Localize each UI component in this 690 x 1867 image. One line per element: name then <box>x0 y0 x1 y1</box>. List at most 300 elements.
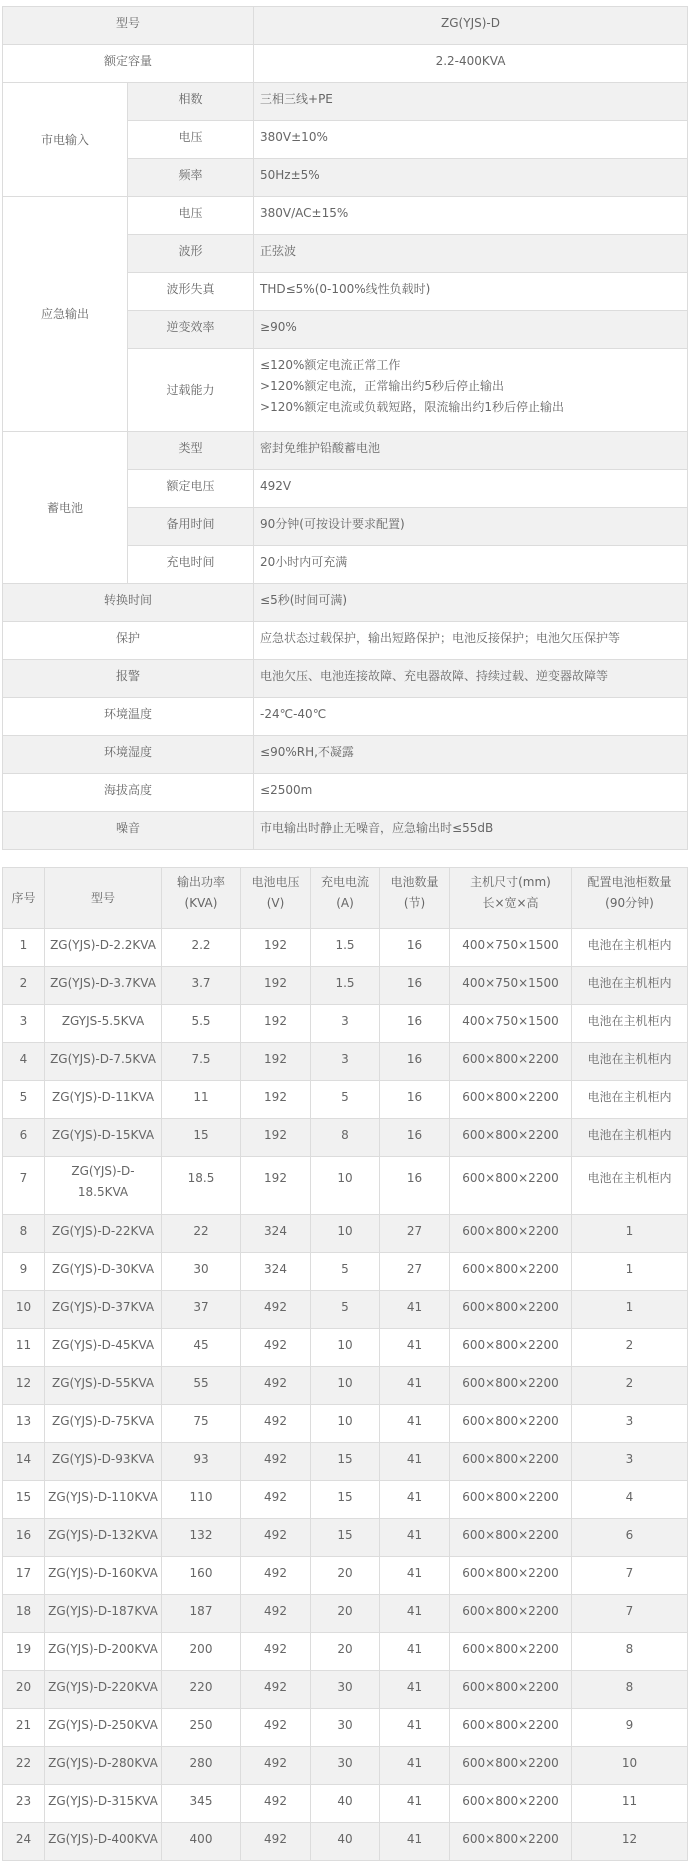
spec-row-capacity <box>3 45 688 83</box>
table-cell: 4 <box>572 1481 688 1519</box>
table-cell: 160 <box>162 1557 241 1595</box>
spec-value: 20小时内可充满 <box>254 546 688 584</box>
table-cell: ZG(YJS)-D-55KVA <box>45 1367 162 1405</box>
spec-value: 2.2-400KVA <box>254 45 688 83</box>
table-cell: 2.2 <box>162 929 241 967</box>
table-cell: 41 <box>380 1481 450 1519</box>
spec-label: 波形 <box>128 235 254 273</box>
table-cell: ZG(YJS)-D-315KVA <box>45 1785 162 1823</box>
table-row <box>3 1291 688 1329</box>
table-cell: 6 <box>572 1519 688 1557</box>
table-cell: ZG(YJS)-D-110KVA <box>45 1481 162 1519</box>
table-cell: 492 <box>241 1823 311 1861</box>
table-cell: 电池在主机柜内 <box>572 1043 688 1081</box>
spec-row <box>3 197 688 235</box>
table-row <box>3 1481 688 1519</box>
table-cell: 41 <box>380 1405 450 1443</box>
overload-line: >120%额定电流或负载短路，限流输出约1秒后停止输出 <box>260 400 565 414</box>
table-cell: 45 <box>162 1329 241 1367</box>
table-cell: 18 <box>3 1595 45 1633</box>
table-cell: 132 <box>162 1519 241 1557</box>
table-cell: 492 <box>241 1709 311 1747</box>
table-cell: 1 <box>572 1215 688 1253</box>
table-cell: 600×800×2200 <box>450 1709 572 1747</box>
table-cell: 192 <box>241 1005 311 1043</box>
column-header <box>380 868 450 929</box>
spec-value: 密封免维护铅酸蓄电池 <box>254 432 688 470</box>
table-cell: 16 <box>380 1157 450 1215</box>
table-cell: ZG(YJS)-D-93KVA <box>45 1443 162 1481</box>
column-header <box>3 868 45 929</box>
spec-label: 型号 <box>3 7 254 45</box>
table-row <box>3 1081 688 1119</box>
table-cell: 40 <box>311 1823 380 1861</box>
table-cell: ZG(YJS)-D-2.2KVA <box>45 929 162 967</box>
overload-line: ≤120%额定电流正常工作 <box>260 358 401 372</box>
table-cell: 23 <box>3 1785 45 1823</box>
spec-row <box>3 584 688 622</box>
table-cell: 7 <box>572 1595 688 1633</box>
spec-value: ZG(YJS)-D <box>254 7 688 45</box>
spec-label: 波形失真 <box>128 273 254 311</box>
spec-label: 噪音 <box>3 812 254 850</box>
table-cell: ZG(YJS)-D-3.7KVA <box>45 967 162 1005</box>
table-cell: 5.5 <box>162 1005 241 1043</box>
spec-row-model <box>3 7 688 45</box>
table-cell: 10 <box>311 1367 380 1405</box>
spec-value: 市电输出时静止无噪音，应急输出时≤55dB <box>254 812 688 850</box>
spec-value: 492V <box>254 470 688 508</box>
table-cell: 41 <box>380 1671 450 1709</box>
spec-row <box>3 622 688 660</box>
table-cell: 10 <box>311 1215 380 1253</box>
table-row <box>3 1595 688 1633</box>
table-cell: 600×800×2200 <box>450 1671 572 1709</box>
table-cell: 3 <box>311 1005 380 1043</box>
table-cell: 492 <box>241 1329 311 1367</box>
table-cell: ZG(YJS)-D-280KVA <box>45 1747 162 1785</box>
table-cell: 30 <box>311 1747 380 1785</box>
table-cell: 12 <box>3 1367 45 1405</box>
table-cell: 600×800×2200 <box>450 1253 572 1291</box>
spec-value: 90分钟(可按设计要求配置) <box>254 508 688 546</box>
spec-value: 50Hz±5% <box>254 159 688 197</box>
table-cell: 250 <box>162 1709 241 1747</box>
column-header <box>45 868 162 929</box>
table-cell: 1.5 <box>311 929 380 967</box>
column-header-line: (节) <box>403 896 426 910</box>
table-cell: 41 <box>380 1519 450 1557</box>
table-cell: 7 <box>3 1157 45 1215</box>
spec-label: 报警 <box>3 660 254 698</box>
table-cell: 24 <box>3 1823 45 1861</box>
table-cell: 7.5 <box>162 1043 241 1081</box>
table-cell: 492 <box>241 1405 311 1443</box>
spec-label: 保护 <box>3 622 254 660</box>
table-cell: 电池在主机柜内 <box>572 929 688 967</box>
table-cell: 41 <box>380 1329 450 1367</box>
table-cell: 16 <box>380 967 450 1005</box>
table-cell: 20 <box>3 1671 45 1709</box>
table-cell: 192 <box>241 1119 311 1157</box>
spec-label: 环境湿度 <box>3 736 254 774</box>
table-cell: 1 <box>572 1253 688 1291</box>
table-cell: 55 <box>162 1367 241 1405</box>
table-cell: 492 <box>241 1367 311 1405</box>
table-cell: 7 <box>572 1557 688 1595</box>
table-cell: 41 <box>380 1785 450 1823</box>
table-cell: 8 <box>3 1215 45 1253</box>
table-cell: ZG(YJS)-D-30KVA <box>45 1253 162 1291</box>
group-label-battery: 蓄电池 <box>3 432 128 584</box>
table-cell: 15 <box>311 1519 380 1557</box>
table-cell: 8 <box>572 1633 688 1671</box>
table-cell: ZG(YJS)-D-187KVA <box>45 1595 162 1633</box>
table-cell: 37 <box>162 1291 241 1329</box>
table-row <box>3 1367 688 1405</box>
table-cell: 3 <box>572 1443 688 1481</box>
table-cell: 15 <box>3 1481 45 1519</box>
table-cell: 14 <box>3 1443 45 1481</box>
table-cell: 110 <box>162 1481 241 1519</box>
table-cell: 5 <box>311 1253 380 1291</box>
table-cell: 41 <box>380 1709 450 1747</box>
column-header-line: (90分钟) <box>605 896 654 910</box>
table-cell: 11 <box>3 1329 45 1367</box>
table-cell: 10 <box>3 1291 45 1329</box>
table-cell: 16 <box>380 1043 450 1081</box>
column-header <box>162 868 241 929</box>
table-cell: 75 <box>162 1405 241 1443</box>
spec-value-overload <box>254 349 688 432</box>
column-header-line: (V) <box>266 896 285 910</box>
table-row <box>3 1671 688 1709</box>
table-cell: 192 <box>241 1043 311 1081</box>
table-cell: 492 <box>241 1443 311 1481</box>
column-header <box>572 868 688 929</box>
table-cell: 20 <box>311 1595 380 1633</box>
table-cell: 192 <box>241 929 311 967</box>
table-cell: ZG(YJS)-D-400KVA <box>45 1823 162 1861</box>
spec-row <box>3 812 688 850</box>
table-cell: 20 <box>311 1633 380 1671</box>
table-cell: 600×800×2200 <box>450 1215 572 1253</box>
table-cell: 41 <box>380 1595 450 1633</box>
table-cell: 600×800×2200 <box>450 1043 572 1081</box>
table-cell: 10 <box>572 1747 688 1785</box>
table-cell: 192 <box>241 967 311 1005</box>
column-header <box>241 868 311 929</box>
table-cell: 187 <box>162 1595 241 1633</box>
table-cell: 16 <box>380 1119 450 1157</box>
table-cell: 9 <box>3 1253 45 1291</box>
table-cell: 492 <box>241 1671 311 1709</box>
spec-value: ≥90% <box>254 311 688 349</box>
table-cell: 1 <box>3 929 45 967</box>
table-cell: 27 <box>380 1215 450 1253</box>
spec-value: 三相三线+PE <box>254 83 688 121</box>
table-cell: 22 <box>162 1215 241 1253</box>
table-cell: 41 <box>380 1291 450 1329</box>
spec-value: ≤5秒(时间可满) <box>254 584 688 622</box>
table-cell: 600×800×2200 <box>450 1443 572 1481</box>
table-cell: 10 <box>311 1329 380 1367</box>
table-cell: 600×800×2200 <box>450 1519 572 1557</box>
table-cell: 30 <box>162 1253 241 1291</box>
spec-value: 380V/AC±15% <box>254 197 688 235</box>
table-cell: 492 <box>241 1481 311 1519</box>
table-cell: 192 <box>241 1157 311 1215</box>
table-row <box>3 1405 688 1443</box>
table-cell: 20 <box>311 1557 380 1595</box>
table-row <box>3 1443 688 1481</box>
table-row <box>3 1557 688 1595</box>
table-cell: 492 <box>241 1595 311 1633</box>
spec-value: THD≤5%(0-100%线性负载时) <box>254 273 688 311</box>
table-cell: ZG(YJS)-D-200KVA <box>45 1633 162 1671</box>
table-cell: 400×750×1500 <box>450 967 572 1005</box>
table-cell: 19 <box>3 1633 45 1671</box>
column-header <box>311 868 380 929</box>
table-cell: 600×800×2200 <box>450 1119 572 1157</box>
table-cell: 30 <box>311 1709 380 1747</box>
spec-value: ≤2500m <box>254 774 688 812</box>
table-cell: 600×800×2200 <box>450 1329 572 1367</box>
table-cell: 3 <box>572 1405 688 1443</box>
table-row <box>3 1785 688 1823</box>
spec-table <box>2 6 688 850</box>
group-label-emergency-output: 应急输出 <box>3 197 128 432</box>
table-cell: 2 <box>3 967 45 1005</box>
table-cell: 11 <box>572 1785 688 1823</box>
table-cell: 600×800×2200 <box>450 1595 572 1633</box>
table-cell: 93 <box>162 1443 241 1481</box>
table-cell: 电池在主机柜内 <box>572 1081 688 1119</box>
table-cell: 22 <box>3 1747 45 1785</box>
table-cell: 3 <box>3 1005 45 1043</box>
table-cell: 11 <box>162 1081 241 1119</box>
table-cell: 9 <box>572 1709 688 1747</box>
table-row <box>3 1005 688 1043</box>
table-cell: 电池在主机柜内 <box>572 1157 688 1215</box>
table-cell: 41 <box>380 1747 450 1785</box>
table-cell: ZG(YJS)-D-220KVA <box>45 1671 162 1709</box>
column-header-line: 长×宽×高 <box>482 896 539 910</box>
column-header-line: 电池数量 <box>390 875 439 889</box>
table-row <box>3 1747 688 1785</box>
column-header-line: 序号 <box>11 890 36 905</box>
table-cell: 492 <box>241 1557 311 1595</box>
table-row <box>3 1119 688 1157</box>
table-cell: 600×800×2200 <box>450 1157 572 1215</box>
spec-row <box>3 660 688 698</box>
table-cell: 600×800×2200 <box>450 1367 572 1405</box>
table-row <box>3 1329 688 1367</box>
table-cell: 1 <box>572 1291 688 1329</box>
table-cell: ZG(YJS)-D-250KVA <box>45 1709 162 1747</box>
table-cell: 600×800×2200 <box>450 1557 572 1595</box>
table-cell: 324 <box>241 1253 311 1291</box>
column-header <box>450 868 572 929</box>
table-cell: 400×750×1500 <box>450 929 572 967</box>
column-header-line: 输出功率 <box>176 875 225 889</box>
table-cell: 27 <box>380 1253 450 1291</box>
spec-label: 转换时间 <box>3 584 254 622</box>
table-cell: ZG(YJS)-D-11KVA <box>45 1081 162 1119</box>
table-cell: 492 <box>241 1747 311 1785</box>
table-cell: 600×800×2200 <box>450 1785 572 1823</box>
spec-label: 海拔高度 <box>3 774 254 812</box>
table-cell: 1.5 <box>311 967 380 1005</box>
table-cell: 400×750×1500 <box>450 1005 572 1043</box>
table-cell: 492 <box>241 1519 311 1557</box>
column-header-line: 型号 <box>90 890 115 905</box>
table-cell: 5 <box>3 1081 45 1119</box>
table-cell: 电池在主机柜内 <box>572 1005 688 1043</box>
spec-value: -24℃-40℃ <box>254 698 688 736</box>
table-row <box>3 1823 688 1861</box>
column-header-line: 主机尺寸(mm) <box>470 875 551 889</box>
table-cell: 2 <box>572 1367 688 1405</box>
group-label-mains-input: 市电输入 <box>3 83 128 197</box>
table-cell: ZG(YJS)-D-22KVA <box>45 1215 162 1253</box>
table-cell: 10 <box>311 1405 380 1443</box>
table-cell: 5 <box>311 1291 380 1329</box>
table-row <box>3 1157 688 1215</box>
table-cell: 200 <box>162 1633 241 1671</box>
table-cell: 600×800×2200 <box>450 1481 572 1519</box>
table-cell: 3 <box>311 1043 380 1081</box>
table-cell: 电池在主机柜内 <box>572 1119 688 1157</box>
table-cell: 492 <box>241 1785 311 1823</box>
table-cell: ZGYJS-5.5KVA <box>45 1005 162 1043</box>
table-cell: 17 <box>3 1557 45 1595</box>
spec-label: 频率 <box>128 159 254 197</box>
spec-label: 电压 <box>128 121 254 159</box>
spec-label: 相数 <box>128 83 254 121</box>
spec-row <box>3 432 688 470</box>
spec-row <box>3 736 688 774</box>
table-cell: ZG(YJS)-D-132KVA <box>45 1519 162 1557</box>
models-header-row <box>3 868 688 929</box>
spec-row <box>3 774 688 812</box>
table-row <box>3 1709 688 1747</box>
table-cell: 41 <box>380 1557 450 1595</box>
spec-value: 应急状态过载保护，输出短路保护；电池反接保护；电池欠压保护等 <box>254 622 688 660</box>
table-cell: 324 <box>241 1215 311 1253</box>
column-header-line: 充电电流 <box>320 875 369 889</box>
table-cell: 8 <box>311 1119 380 1157</box>
models-table <box>2 867 688 1861</box>
table-cell: 16 <box>380 1005 450 1043</box>
table-cell: 15 <box>311 1481 380 1519</box>
table-cell: 3.7 <box>162 967 241 1005</box>
table-row <box>3 1043 688 1081</box>
table-cell: 41 <box>380 1443 450 1481</box>
table-cell: 电池在主机柜内 <box>572 967 688 1005</box>
spec-label: 逆变效率 <box>128 311 254 349</box>
spec-value: 电池欠压、电池连接故障、充电器故障、持续过载、逆变器故障等 <box>254 660 688 698</box>
spec-value: 正弦波 <box>254 235 688 273</box>
spec-row <box>3 83 688 121</box>
table-cell: 400 <box>162 1823 241 1861</box>
column-header-line: 电池电压 <box>251 875 300 889</box>
column-header-line: (KVA) <box>184 896 218 910</box>
table-cell: 41 <box>380 1633 450 1671</box>
table-cell: 18.5 <box>162 1157 241 1215</box>
table-cell: 2 <box>572 1329 688 1367</box>
table-cell: 492 <box>241 1633 311 1671</box>
table-cell: ZG(YJS)-D-37KVA <box>45 1291 162 1329</box>
spec-label: 备用时间 <box>128 508 254 546</box>
table-row <box>3 929 688 967</box>
spec-label: 额定电压 <box>128 470 254 508</box>
table-cell: 40 <box>311 1785 380 1823</box>
table-row <box>3 967 688 1005</box>
spec-label: 电压 <box>128 197 254 235</box>
column-header-line: 配置电池柜数量 <box>587 875 672 889</box>
overload-line: >120%额定电流，正常输出约5秒后停止输出 <box>260 379 505 393</box>
spec-label: 类型 <box>128 432 254 470</box>
table-cell: 220 <box>162 1671 241 1709</box>
table-cell: 4 <box>3 1043 45 1081</box>
table-cell: 600×800×2200 <box>450 1405 572 1443</box>
table-cell: 5 <box>311 1081 380 1119</box>
table-cell: ZG(YJS)-D-7.5KVA <box>45 1043 162 1081</box>
spec-label: 充电时间 <box>128 546 254 584</box>
table-cell: 600×800×2200 <box>450 1081 572 1119</box>
table-cell: 8 <box>572 1671 688 1709</box>
table-cell: 30 <box>311 1671 380 1709</box>
table-row <box>3 1253 688 1291</box>
table-cell: 41 <box>380 1823 450 1861</box>
table-cell: 280 <box>162 1747 241 1785</box>
table-cell: 16 <box>380 929 450 967</box>
spec-value: 380V±10% <box>254 121 688 159</box>
table-cell: 41 <box>380 1367 450 1405</box>
spec-label: 额定容量 <box>3 45 254 83</box>
table-cell: 12 <box>572 1823 688 1861</box>
table-cell: 10 <box>311 1157 380 1215</box>
table-cell: ZG(YJS)-D- 18.5KVA <box>45 1157 162 1215</box>
table-cell: 345 <box>162 1785 241 1823</box>
table-cell: 492 <box>241 1291 311 1329</box>
table-cell: 13 <box>3 1405 45 1443</box>
table-row <box>3 1215 688 1253</box>
table-cell: 600×800×2200 <box>450 1823 572 1861</box>
table-cell: 6 <box>3 1119 45 1157</box>
column-header-line: (A) <box>336 896 354 910</box>
table-row <box>3 1519 688 1557</box>
table-cell: ZG(YJS)-D-15KVA <box>45 1119 162 1157</box>
table-cell: 16 <box>380 1081 450 1119</box>
table-cell: 600×800×2200 <box>450 1747 572 1785</box>
table-cell: ZG(YJS)-D-75KVA <box>45 1405 162 1443</box>
table-cell: 192 <box>241 1081 311 1119</box>
table-cell: 15 <box>311 1443 380 1481</box>
table-cell: 15 <box>162 1119 241 1157</box>
table-cell: 16 <box>3 1519 45 1557</box>
spec-label: 环境温度 <box>3 698 254 736</box>
table-cell: 21 <box>3 1709 45 1747</box>
table-cell: 600×800×2200 <box>450 1633 572 1671</box>
spec-label: 过载能力 <box>128 349 254 432</box>
spec-row <box>3 698 688 736</box>
table-cell: ZG(YJS)-D-160KVA <box>45 1557 162 1595</box>
spec-value: ≤90%RH,不凝露 <box>254 736 688 774</box>
table-cell: 600×800×2200 <box>450 1291 572 1329</box>
table-row <box>3 1633 688 1671</box>
